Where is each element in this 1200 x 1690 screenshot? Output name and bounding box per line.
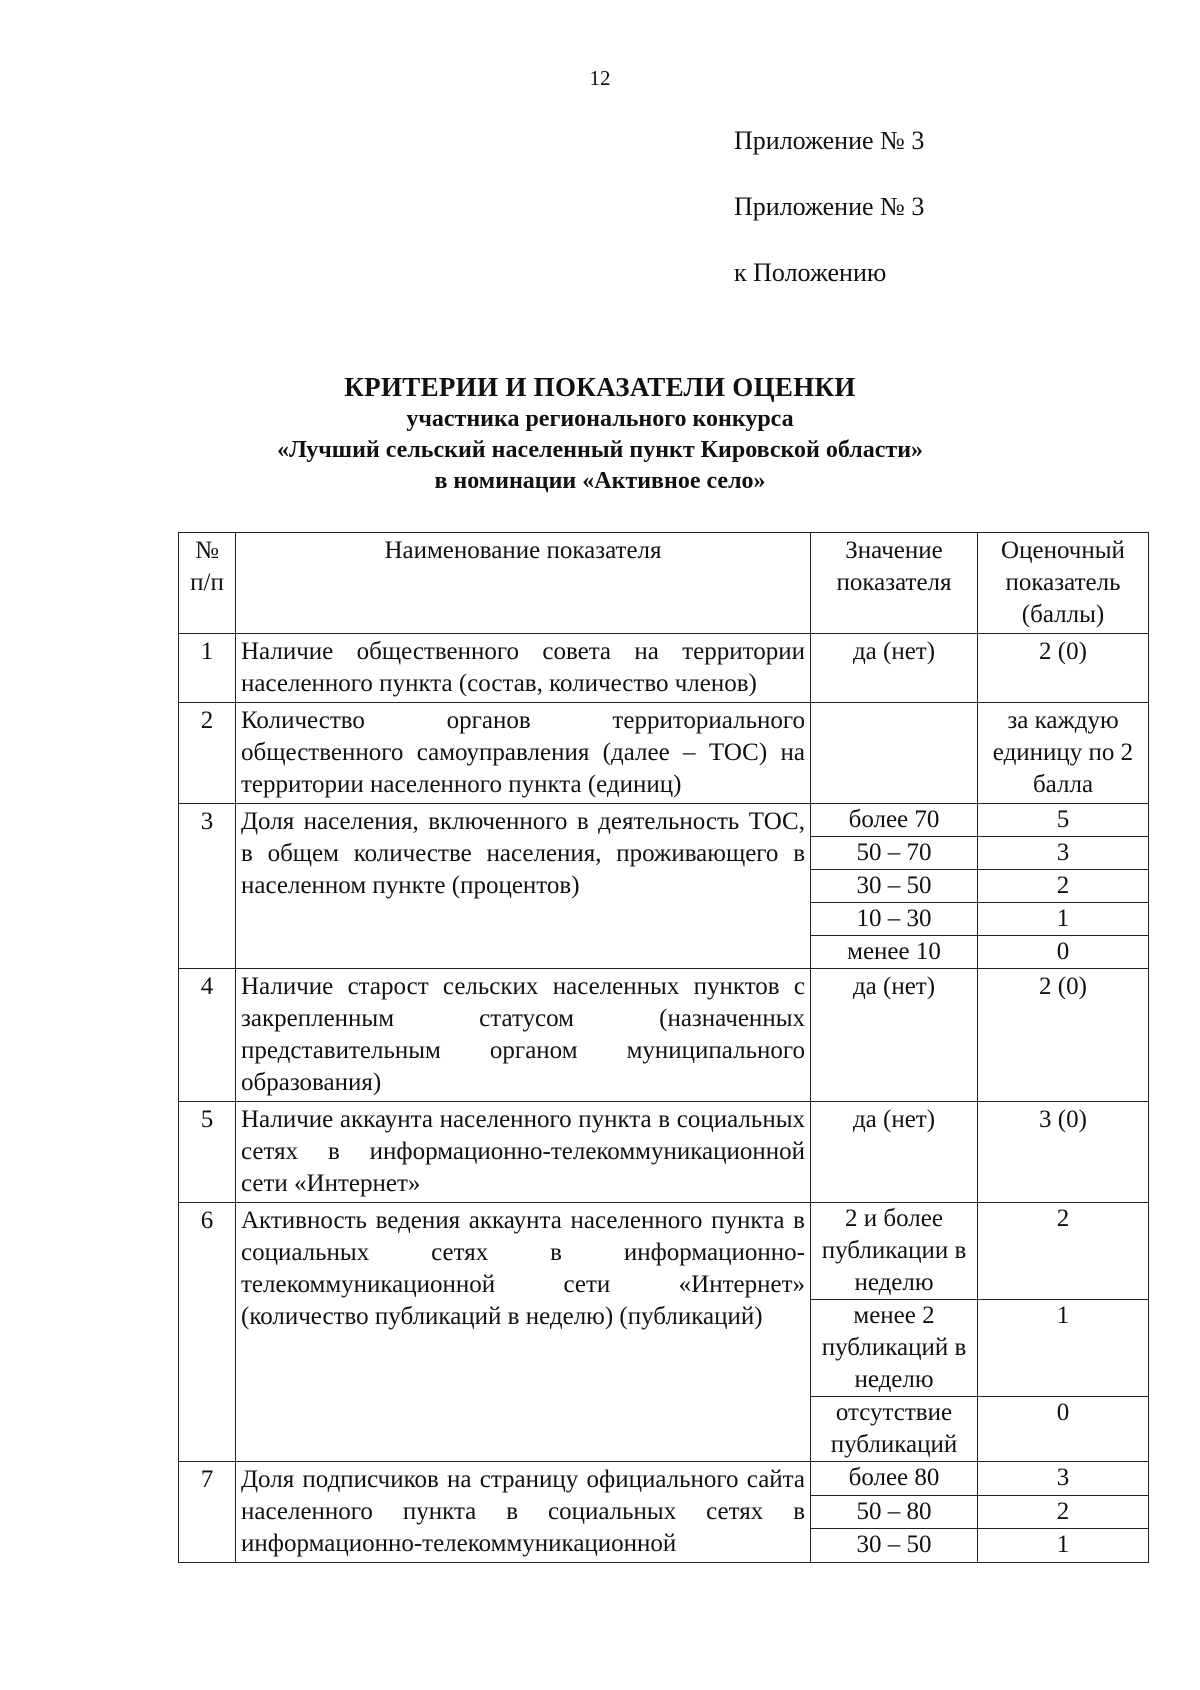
row-number: 7 xyxy=(179,1462,236,1563)
indicator-score: 3 xyxy=(978,837,1149,870)
table-row xyxy=(179,969,1149,1102)
row-number: 2 xyxy=(179,703,236,804)
table-row xyxy=(179,1462,1149,1496)
table-row xyxy=(179,804,1149,837)
indicator-name: Доля населения, включенного в деятельность ТОС, в общем количестве населения, проживающего в населенном пункте (процентов) xyxy=(236,804,811,969)
indicator-score: 3 xyxy=(978,1462,1149,1496)
indicator-score: 2 xyxy=(978,1203,1149,1300)
indicator-score: 3 (0) xyxy=(978,1102,1149,1203)
header-num: № п/п xyxy=(179,533,236,634)
indicator-score: 0 xyxy=(978,936,1149,969)
indicator-value: 10 – 30 xyxy=(811,903,978,936)
page-number: 12 xyxy=(589,66,611,90)
title-line-4: в номинации «Активное село» xyxy=(434,468,766,494)
document-title xyxy=(0,370,1200,497)
indicator-score: 1 xyxy=(978,903,1149,936)
title-line-3: «Лучший сельский населенный пункт Кировской области» xyxy=(276,437,924,463)
appendix-line-1: Приложение № 3 xyxy=(734,126,925,155)
appendix-line-3: к Положению xyxy=(734,258,887,287)
indicator-value: более 70 xyxy=(811,804,978,837)
title-line-2: участника регионального конкурса xyxy=(406,406,794,432)
indicator-value: 50 – 80 xyxy=(811,1495,978,1529)
indicator-value xyxy=(811,703,978,804)
header-score: Оценочный показатель (баллы) xyxy=(978,533,1149,634)
indicator-value: да (нет) xyxy=(811,634,978,703)
indicator-score: 2 xyxy=(978,1495,1149,1529)
table-row xyxy=(179,1102,1149,1203)
indicator-name: Наличие аккаунта населенного пункта в социальных сетях в информационно-телекоммуникационной сети «Интернет» xyxy=(236,1102,811,1203)
row-number: 3 xyxy=(179,804,236,969)
indicator-value: менее 10 xyxy=(811,936,978,969)
row-number: 1 xyxy=(179,634,236,703)
indicator-name: Активность ведения аккаунта населенного пункта в социальных сетях в информационно-телекоммуникационной сети «Интернет» (количество публикаций в неделю) (публикаций) xyxy=(236,1203,811,1462)
indicator-value: менее 2 публикаций в неделю xyxy=(811,1300,978,1397)
title-main: КРИТЕРИИ И ПОКАЗАТЕЛИ ОЦЕНКИ xyxy=(344,372,856,402)
row-number: 4 xyxy=(179,969,236,1102)
table-header-row xyxy=(179,533,1149,634)
criteria-table xyxy=(178,532,1149,1563)
indicator-name: Доля подписчиков на страницу официального сайта населенного пункта в социальных сетях в информационно-телекоммуникационной xyxy=(236,1462,811,1563)
indicator-value: 30 – 50 xyxy=(811,1529,978,1563)
indicator-value: более 80 xyxy=(811,1462,978,1496)
row-number: 6 xyxy=(179,1203,236,1462)
indicator-value: да (нет) xyxy=(811,969,978,1102)
indicator-score: 2 (0) xyxy=(978,969,1149,1102)
header-value: Значение показателя xyxy=(811,533,978,634)
indicator-value: 30 – 50 xyxy=(811,870,978,903)
indicator-score: 2 xyxy=(978,870,1149,903)
indicator-value: 2 и более публикации в неделю xyxy=(811,1203,978,1300)
indicator-score: 1 xyxy=(978,1300,1149,1397)
indicator-score: 2 (0) xyxy=(978,634,1149,703)
indicator-value: отсутствие публикаций xyxy=(811,1397,978,1462)
table-row xyxy=(179,703,1149,804)
indicator-score: за каждую единицу по 2 балла xyxy=(978,703,1149,804)
indicator-name: Наличие старост сельских населенных пунктов с закрепленным статусом (назначенных представительным органом муниципального образования) xyxy=(236,969,811,1102)
indicator-score: 1 xyxy=(978,1529,1149,1563)
indicator-score: 0 xyxy=(978,1397,1149,1462)
row-number: 5 xyxy=(179,1102,236,1203)
indicator-name: Количество органов территориального общественного самоуправления (далее – ТОС) на территории населенного пункта (единиц) xyxy=(236,703,811,804)
table-row xyxy=(179,634,1149,703)
header-name: Наименование показателя xyxy=(236,533,811,634)
indicator-score: 5 xyxy=(978,804,1149,837)
indicator-name: Наличие общественного совета на территории населенного пункта (состав, количество членов) xyxy=(236,634,811,703)
indicator-value: да (нет) xyxy=(811,1102,978,1203)
appendix-line-2: Приложение № 3 xyxy=(734,192,925,221)
table-row xyxy=(179,1203,1149,1300)
indicator-value: 50 – 70 xyxy=(811,837,978,870)
